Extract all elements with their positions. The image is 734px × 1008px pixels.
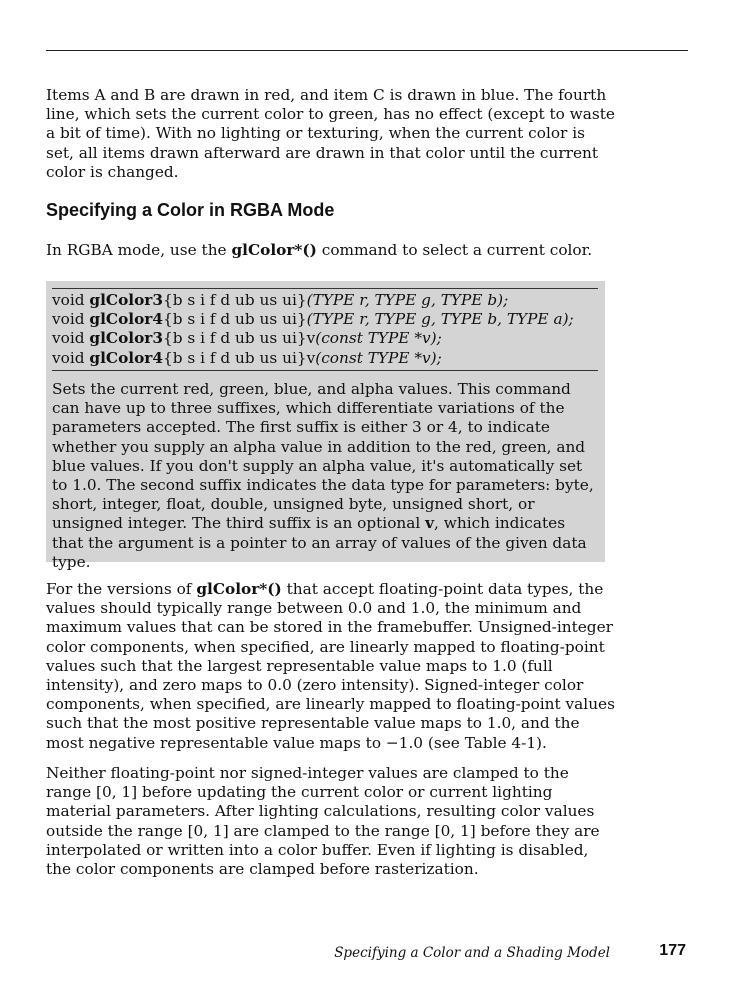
- header-rule: [46, 50, 688, 51]
- lead-in-after: command to select a current color.: [316, 241, 593, 259]
- prototype-line: void glColor4{b s i f d ub us ui}(TYPE r, TYPE g, TYPE b, TYPE a);: [52, 310, 574, 329]
- command-description: Sets the current red, green, blue, and alpha values. This command can have up to three suffixes, which differentiate variations of the parameters accepted. The first suffix is either 3 or 4, to indicate whether you supply an alpha value in addition to the red, green, and blue values. If you don't supply an alpha value, it's automatically set to 1.0. The second suffix indicates the data type for parameters: byte, short, integer, float, double, unsigned byte, unsigned short, or unsigned integer. The third suffix is an optional v, which indicates that the argument is a pointer to an array of values of the given data type.: [52, 380, 594, 571]
- prototype-bottom-rule: [52, 370, 598, 371]
- clamping-paragraph: Neither floating-point nor signed-integer values are clamped to the range [0, 1] before updating the current color or current lighting material parameters. After lighting calculations, resulting color values outside the range [0, 1] are clamped to the range [0, 1] before they are interpolated or written into a color buffer. Even if lighting is disabled, the color components are clamped before rasterization.: [46, 764, 600, 879]
- page-number: 177: [659, 942, 686, 959]
- running-footer-title: Specifying a Color and a Shading Model: [334, 945, 610, 961]
- section-heading: Specifying a Color in RGBA Mode: [46, 200, 335, 220]
- lead-in-command: glColor*(): [231, 241, 317, 259]
- lead-in-paragraph: [46, 241, 616, 260]
- versions-command: glColor*(): [196, 580, 282, 598]
- floating-point-paragraph: For the versions of glColor*() that accept floating-point data types, the values should typically range between 0.0 and 1.0, the minimum and maximum values that can be stored in the framebuffer. Unsigned-integer color components, when specified, are linearly mapped to floating-point values such that the largest representable value maps to 1.0 (full intensity), and zero maps to 0.0 (zero intensity). Signed-integer color components, when specified, are linearly mapped to floating-point values such that the most positive representable value maps to 1.0, and the most negative representable value maps to −1.0 (see Table 4-1).: [46, 580, 615, 752]
- prototype-line: void glColor3{b s i f d ub us ui}v(const TYPE *v);: [52, 329, 442, 348]
- prototype-list: [52, 291, 600, 368]
- prototype-line: void glColor4{b s i f d ub us ui}v(const TYPE *v);: [52, 348, 442, 367]
- prototype-line: void glColor3{b s i f d ub us ui}(TYPE r, TYPE g, TYPE b);: [52, 291, 509, 309]
- lead-in-before: In RGBA mode, use the: [46, 241, 232, 259]
- prototype-top-rule: [52, 288, 598, 289]
- v-suffix: v: [425, 514, 435, 533]
- intro-paragraph: Items A and B are drawn in red, and item C is drawn in blue. The fourth line, which sets the current color to green, has no effect (except to waste a bit of time). With no lighting or texturing, when the current color is set, all items drawn afterward are drawn in that color until the current color is changed.: [46, 86, 615, 181]
